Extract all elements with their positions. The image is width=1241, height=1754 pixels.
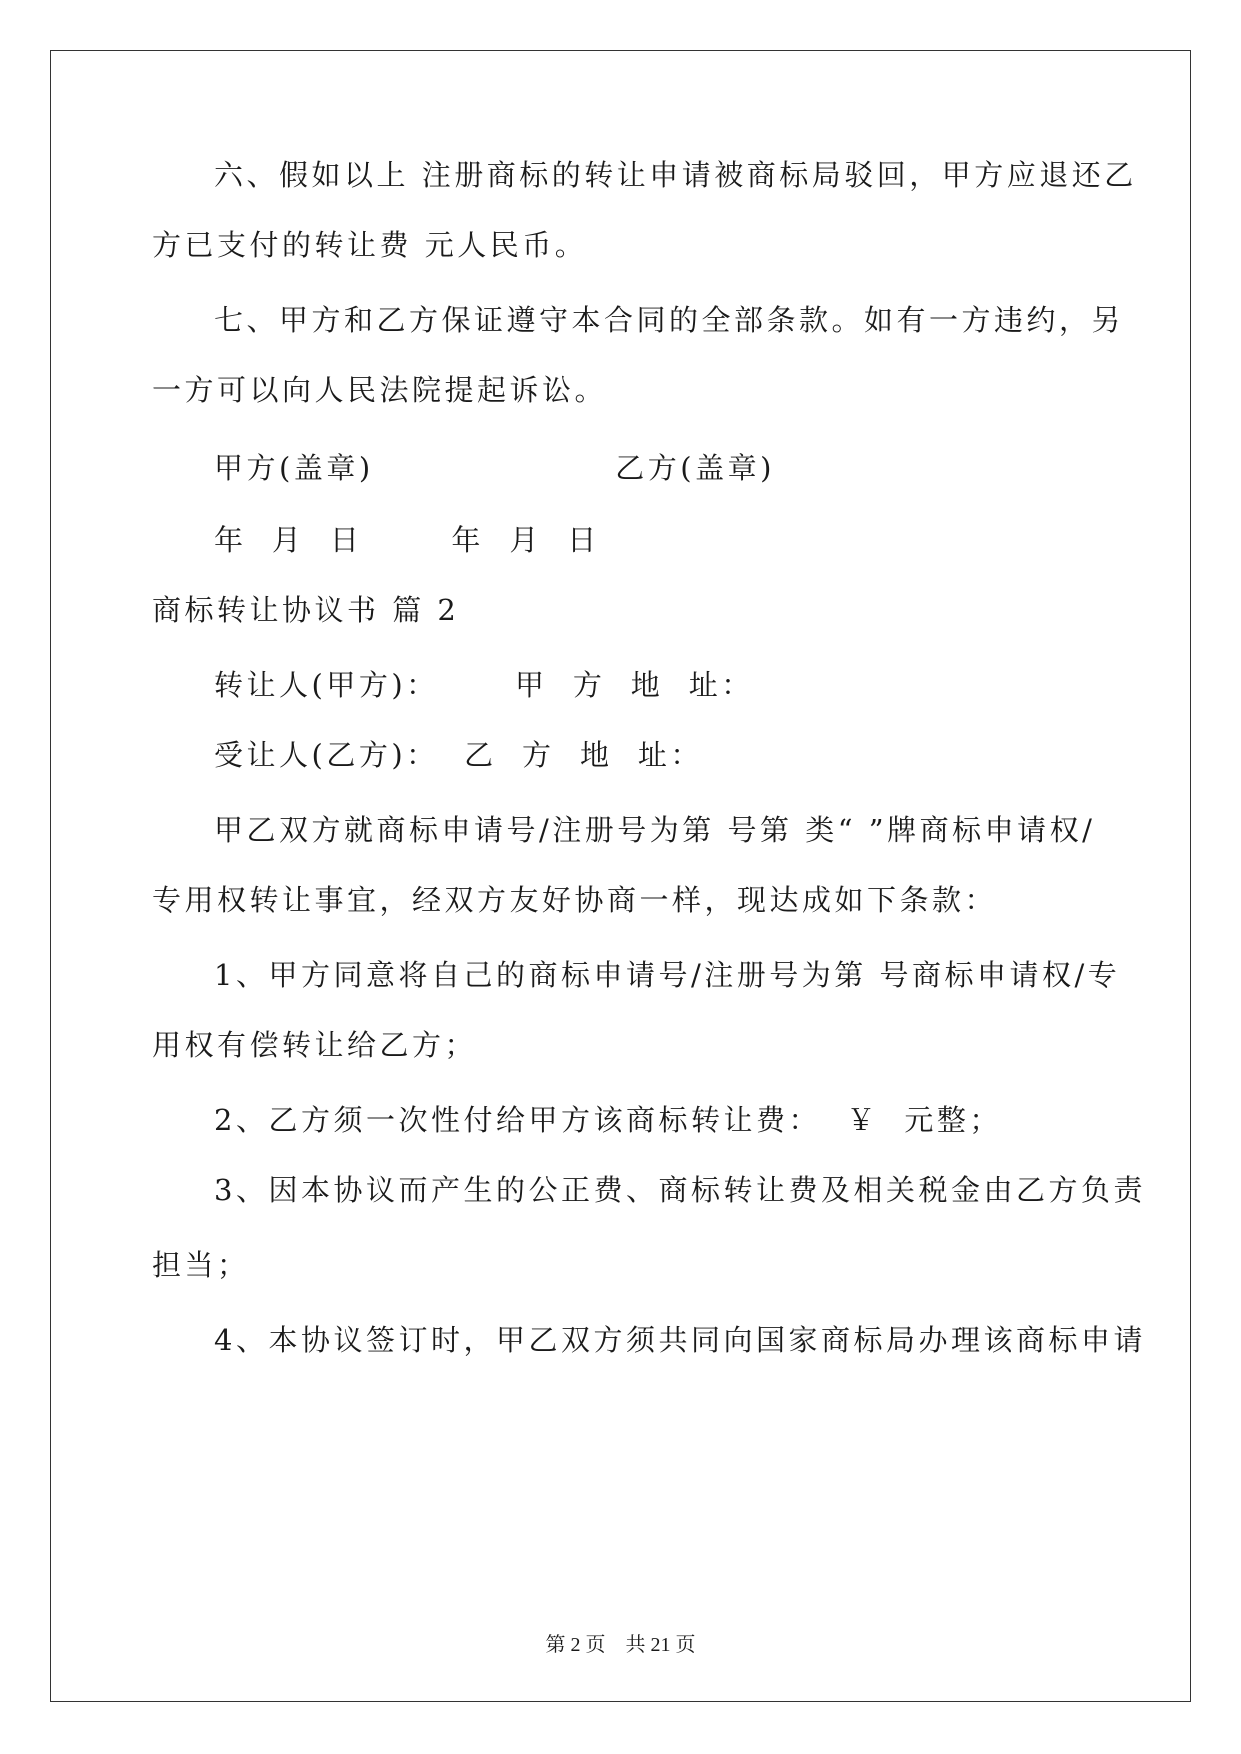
text-line: 转让人(甲方)： 甲 方 地 址： bbox=[214, 668, 754, 702]
text-line: 甲乙双方就商标申请号/注册号为第 号第 类“ ”牌商标申请权/ bbox=[214, 813, 1096, 847]
text-line: 七、甲方和乙方保证遵守本合同的全部条款。如有一方违约，另 bbox=[214, 303, 1125, 337]
section-heading: 商标转让协议书 篇 2 bbox=[152, 593, 460, 627]
signature-line: 甲方(盖章) 乙方(盖章) bbox=[214, 451, 775, 485]
page-border bbox=[50, 50, 1191, 1702]
text-line: 4、本协议签订时，甲乙双方须共同向国家商标局办理该商标申请 bbox=[214, 1323, 1146, 1357]
date-line: 年 月 日 年 月 日 bbox=[214, 523, 600, 557]
text-line: 用权有偿转让给乙方； bbox=[152, 1028, 478, 1062]
text-line: 2、乙方须一次性付给甲方该商标转让费： ￥ 元整； bbox=[214, 1103, 1002, 1137]
text-line: 六、假如以上 注册商标的转让申请被商标局驳回，甲方应退还乙 bbox=[214, 158, 1137, 192]
text-line: 担当； bbox=[152, 1248, 250, 1282]
text-line: 一方可以向人民法院提起诉讼。 bbox=[152, 373, 608, 407]
text-line: 3、因本协议而产生的公正费、商标转让费及相关税金由乙方负责 bbox=[214, 1173, 1146, 1207]
text-line: 受让人(乙方)： 乙 方 地 址： bbox=[214, 738, 703, 772]
page-number-footer: 第 2 页 共 21 页 bbox=[545, 1634, 696, 1656]
text-line: 1、甲方同意将自己的商标申请号/注册号为第 号商标申请权/专 bbox=[214, 958, 1121, 992]
text-line: 专用权转让事宜，经双方友好协商一样，现达成如下条款： bbox=[152, 883, 998, 917]
text-line: 方已支付的转让费 元人民币。 bbox=[152, 228, 588, 262]
